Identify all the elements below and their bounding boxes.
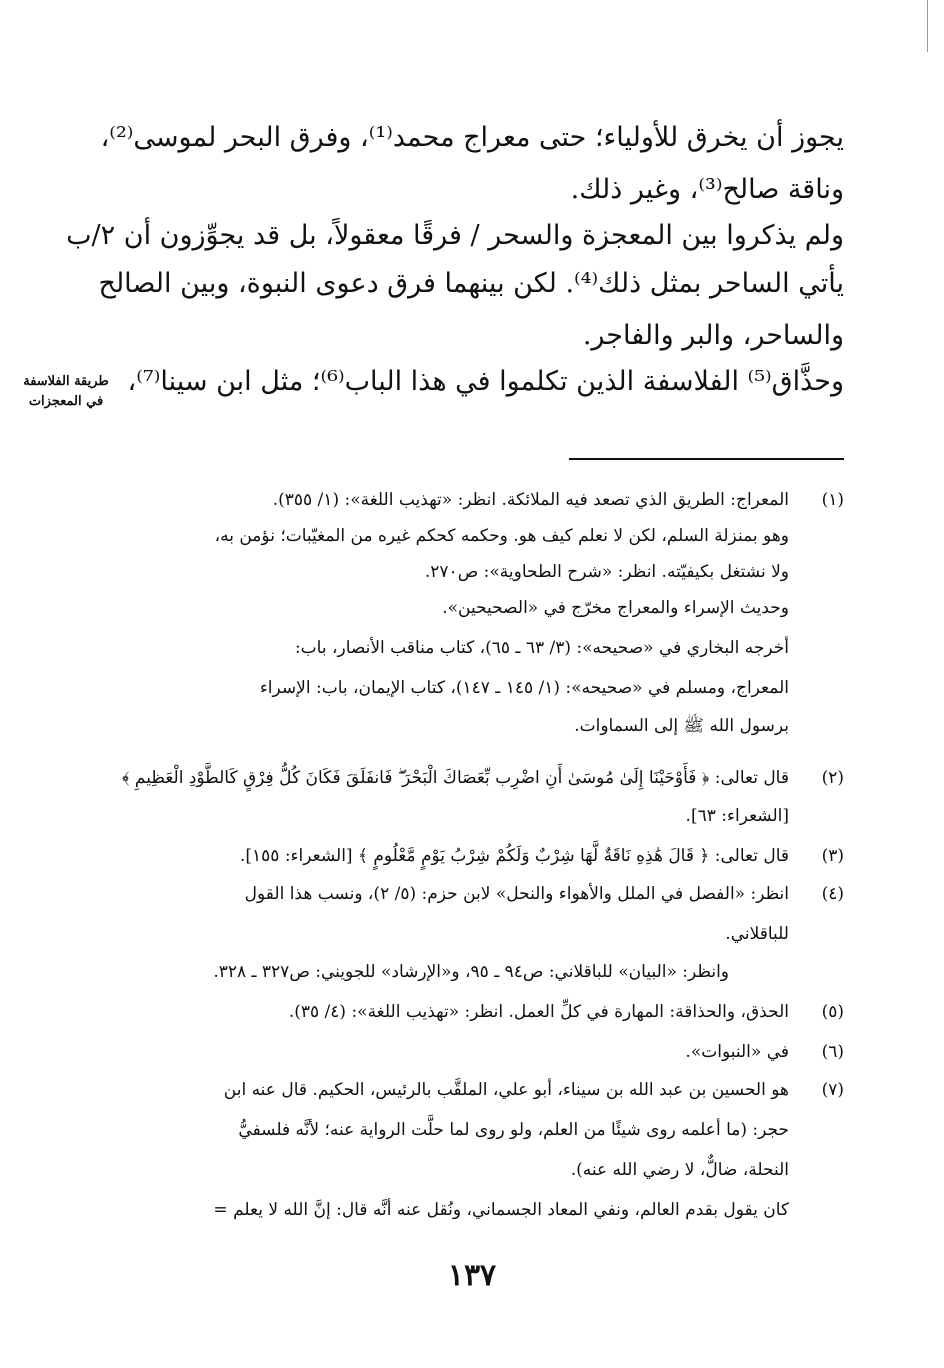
footnote-3 <box>104 838 844 878</box>
body-line-5: والساحر، والبر والفاجر. <box>582 320 844 351</box>
margin-note-line-2: في المعجزات <box>28 394 104 409</box>
margin-note-line-1: طريقة الفلاسفة <box>23 374 109 389</box>
footnote-line: ولا نشتغل بكيفيّته. انظر: «شرح الطحاوية»: ص٢٧٠. <box>424 562 789 582</box>
footnote-number: (٤) <box>821 884 844 904</box>
footnote-number: (٧) <box>821 1080 844 1100</box>
footnote-line: برسول الله ﷺ إلى السماوات. <box>574 716 789 736</box>
footnote-number: (٦) <box>821 1042 844 1062</box>
footnote-1 <box>104 482 844 742</box>
scan-edge-mark <box>923 0 928 52</box>
body-line-3: ولم يذكروا بين المعجزة والسحر / فرقًا معقولاً، بل قد يجوِّزون أن ٢/ب <box>66 220 844 251</box>
footnote-7 <box>104 1072 844 1232</box>
footnote-number: (٥) <box>821 1002 844 1022</box>
footnote-line: انظر: «الفصل في الملل والأهواء والنحل» لابن حزم: (٥/ ٢)، ونسب هذا القول <box>244 884 789 904</box>
footnote-line: وحديث الإسراء والمعراج مخرّج في «الصحيحين». <box>442 598 789 618</box>
footnote-number: (٣) <box>821 846 844 866</box>
footnote-line: الحذق، والحذاقة: المهارة في كلِّ العمل. انظر: «تهذيب اللغة»: (٤/ ٣٥). <box>288 1002 789 1022</box>
footnote-line: النحلة، ضالٌّ، لا رضي الله عنه). <box>570 1160 789 1180</box>
footnote-line: حجر: (ما أعلمه روى شيئًا من العلم، ولو روى لما حلَّت الرواية عنه؛ لأنَّه فلسفيُّ <box>238 1120 789 1140</box>
page-number: ١٣٧ <box>447 1258 497 1293</box>
footnote-separator <box>569 458 844 460</box>
footnote-line: للباقلاني. <box>725 924 789 944</box>
margin-note <box>16 372 116 412</box>
footnote-4 <box>104 876 844 996</box>
footnote-number: (١) <box>821 490 844 510</box>
footnote-5 <box>104 994 844 1034</box>
footnote-line: كان يقول بقدم العالم، ونفي المعاد الجسماني، ونُقل عنه أنَّه قال: إنَّ الله لا يعلم = <box>213 1200 789 1220</box>
body-line-2: وناقة صالح⁽³⁾، وغير ذلك. <box>570 174 844 205</box>
footnote-line: المعراج: الطريق الذي تصعد فيه الملائكة. انظر: «تهذيب اللغة»: (١/ ٣٥٥). <box>272 490 789 510</box>
footnote-6 <box>104 1034 844 1074</box>
footnote-line: هو الحسين بن عبد الله بن سيناء، أبو علي، الملقَّب بالرئيس، الحكيم. قال عنه ابن <box>223 1080 789 1100</box>
footnote-line: قال تعالى: ﴿ قَالَ هَٰذِهِ نَاقَةٌ لَّهَا شِرْبٌ وَلَكُمْ شِرْبُ يَوْمٍ مَّعْلُومٍ ﴾ [الشعراء: ١٥٥]. <box>239 846 789 866</box>
footnote-line: أخرجه البخاري في «صحيحه»: (٣/ ٦٣ ـ ٦٥)، كتاب مناقب الأنصار، باب: <box>294 638 789 658</box>
footnote-line: في «النبوات». <box>685 1042 789 1062</box>
footnote-2 <box>104 760 844 840</box>
body-line-4: يأتي الساحر بمثل ذلك⁽⁴⁾. لكن بينهما فرق دعوى النبوة، وبين الصالح <box>98 268 844 299</box>
body-line-1: يجوز أن يخرق للأولياء؛ حتى معراج محمد⁽¹⁾، وفرق البحر لموسى⁽²⁾، <box>100 122 844 153</box>
footnote-line: وانظر: «البيان» للباقلاني: ص٩٤ ـ ٩٥، و«الإرشاد» للجويني: ص٣٢٧ ـ ٣٢٨. <box>213 962 729 982</box>
body-line-6: وحذَّاق⁽⁵⁾ الفلاسفة الذين تكلموا في هذا الباب⁽⁶⁾؛ مثل ابن سينا⁽⁷⁾، <box>127 366 844 397</box>
footnote-line: وهو بمنزلة السلم، لكن لا نعلم كيف هو. وحكمه كحكم غيره من المغيّبات؛ نؤمن به، <box>214 526 789 546</box>
footnote-line: المعراج، ومسلم في «صحيحه»: (١/ ١٤٥ ـ ١٤٧)، كتاب الإيمان، باب: الإسراء <box>259 678 789 698</box>
footnote-line: قال تعالى: ﴿ فَأَوْحَيْنَا إِلَىٰ مُوسَىٰ أَنِ اضْرِب بِّعَصَاكَ الْبَحْرَ ۖ فَانفَلَقَ فَكَانَ كُلُّ فِرْقٍ كَالطَّوْدِ الْعَظِيمِ ﴾ <box>122 768 789 788</box>
footnote-number: (٢) <box>821 768 844 788</box>
footnote-line: [الشعراء: ٦٣]. <box>685 806 789 826</box>
